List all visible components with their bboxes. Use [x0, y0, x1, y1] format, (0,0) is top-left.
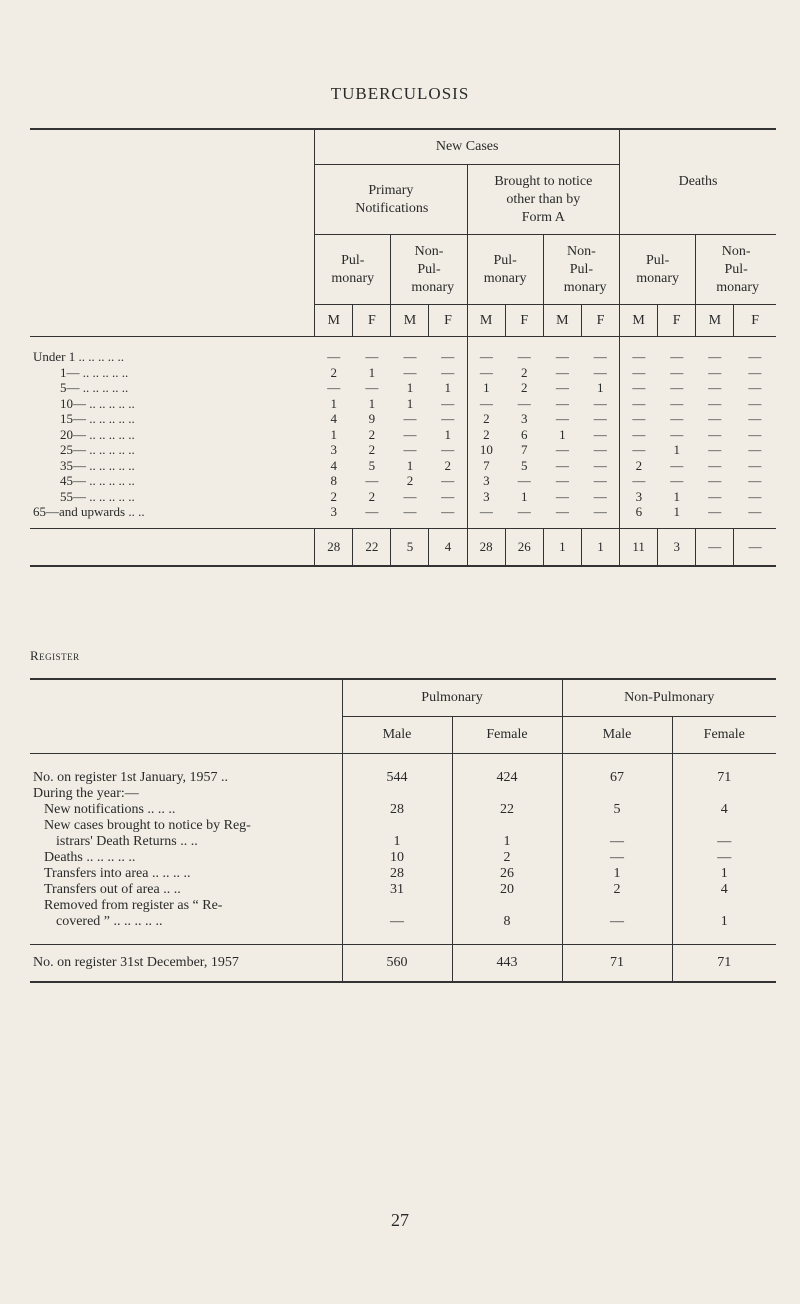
table-cell: 1: [330, 426, 337, 442]
stub-header: [30, 679, 342, 754]
table-cell: 6: [520, 426, 528, 442]
row-label: 5— .. .. .. .. ..: [60, 380, 129, 396]
table-row: [30, 473, 776, 489]
row-label: New notifications .. .. ..: [44, 802, 176, 817]
table-cell: —: [555, 411, 569, 427]
total-cell: 3: [658, 528, 696, 566]
row-label: 15— .. .. .. .. ..: [60, 411, 135, 427]
table-row: [30, 882, 776, 898]
table-cell: —: [517, 395, 531, 411]
table-row: [30, 834, 776, 850]
table-cell: —: [562, 850, 672, 866]
table-cell: 10: [342, 850, 452, 866]
table-cell: —: [467, 504, 505, 528]
non-pulmonary-header: Non- Pul- monary: [543, 235, 619, 305]
table-cell: 28: [342, 866, 452, 882]
table-cell: 10: [467, 442, 505, 458]
table-cell: 2: [467, 411, 505, 427]
table-cell: —: [467, 396, 505, 412]
table-cell: —: [748, 411, 762, 427]
table-row: [30, 504, 776, 528]
row-label: istrars' Death Returns .. ..: [56, 834, 198, 849]
table-cell: —: [555, 473, 569, 489]
table-cell: —: [441, 488, 455, 504]
table-cell: 1: [673, 488, 680, 504]
table-row: [30, 458, 776, 474]
table-cell: —: [517, 349, 531, 365]
table-cell: 1: [672, 914, 776, 945]
table-cell: 31: [342, 882, 452, 898]
row-label: 45— .. .. .. .. ..: [60, 473, 135, 489]
new-cases-header: New Cases: [315, 129, 620, 165]
table-cell: [562, 786, 672, 802]
table-cell: —: [593, 504, 607, 520]
table-cell: [452, 898, 562, 914]
table-cell: —: [748, 426, 762, 442]
table-cell: 3: [520, 411, 528, 427]
table-cell: [562, 818, 672, 834]
table-cell: —: [593, 426, 607, 442]
table-cell: —: [517, 504, 531, 520]
table-cell: —: [620, 442, 658, 458]
table-cell: —: [670, 395, 684, 411]
row-label: Under 1 .. .. .. .. ..: [33, 349, 124, 365]
table-cell: 1: [520, 488, 528, 504]
table-row: [30, 818, 776, 834]
table-row: [30, 489, 776, 505]
table-cell: 1: [467, 380, 505, 396]
table-cell: —: [441, 411, 455, 427]
table-cell: —: [555, 457, 569, 473]
male-header: Male: [562, 717, 672, 754]
row-label: 1— .. .. .. .. ..: [60, 364, 129, 380]
page-title: TUBERCULOSIS: [330, 84, 470, 103]
table-cell: 20: [452, 882, 562, 898]
table-cell: 2: [330, 364, 337, 380]
non-pulmonary-header: Non-Pulmonary: [562, 679, 776, 717]
table-cell: —: [748, 349, 762, 365]
table-cell: 3: [467, 473, 505, 489]
table-cell: —: [467, 365, 505, 381]
f-header: F: [581, 305, 619, 337]
table-cell: —: [365, 504, 379, 520]
register-table: [30, 678, 776, 983]
table-cell: 1: [330, 395, 337, 411]
table-cell: —: [562, 834, 672, 850]
stub-header: [30, 129, 315, 337]
m-header: M: [620, 305, 658, 337]
table-cell: —: [327, 380, 341, 396]
table-cell: 2: [520, 364, 528, 380]
table-row: [30, 365, 776, 381]
table-cell: 28: [342, 802, 452, 818]
table-cell: —: [708, 364, 722, 380]
table-cell: —: [555, 364, 569, 380]
row-label: 55— .. .. .. .. ..: [60, 488, 135, 504]
table-row: [30, 442, 776, 458]
row-label: Removed from register as “ Re-: [44, 898, 223, 913]
f-header: F: [658, 305, 696, 337]
table-cell: —: [708, 504, 722, 520]
table-cell: 2: [368, 488, 376, 504]
table-cell: 3: [620, 489, 658, 505]
table-cell: —: [403, 426, 417, 442]
table-row: [30, 380, 776, 396]
table-cell: —: [555, 380, 569, 396]
table-cell: —: [670, 411, 684, 427]
table-cell: 26: [452, 866, 562, 882]
table-cell: —: [672, 850, 776, 866]
total-cell: 28: [467, 528, 505, 566]
table-cell: —: [708, 488, 722, 504]
table-cell: [452, 786, 562, 802]
table-cell: [562, 898, 672, 914]
female-header: Female: [452, 717, 562, 754]
table-cell: 4: [330, 411, 337, 427]
table-cell: —: [670, 349, 684, 365]
total-cell: 1: [543, 528, 581, 566]
table-cell: 2: [330, 488, 337, 504]
table-row: [30, 427, 776, 443]
table-cell: —: [517, 473, 531, 489]
table-cell: —: [708, 411, 722, 427]
table-row: [30, 802, 776, 818]
table-cell: —: [748, 380, 762, 396]
table-cell: 7: [520, 442, 528, 458]
total-cell: 71: [562, 945, 672, 983]
table-cell: —: [441, 349, 455, 365]
table-cell: —: [748, 488, 762, 504]
table-cell: —: [403, 364, 417, 380]
table-cell: —: [593, 473, 607, 489]
table-cell: [342, 818, 452, 834]
row-label: Deaths .. .. .. .. ..: [44, 850, 136, 865]
table-cell: —: [441, 442, 455, 458]
table-cell: 1: [406, 380, 414, 396]
table-cell: —: [620, 365, 658, 381]
table-cell: 4: [672, 882, 776, 898]
table-cell: —: [593, 457, 607, 473]
row-label: New cases brought to notice by Reg-: [44, 818, 251, 833]
table-cell: 2: [368, 442, 376, 458]
table-cell: 8: [452, 914, 562, 945]
table-cell: 1: [342, 834, 452, 850]
table-cell: —: [327, 349, 341, 365]
table-cell: 6: [620, 504, 658, 528]
table-row: [30, 898, 776, 914]
table-cell: —: [708, 426, 722, 442]
table-cell: —: [620, 396, 658, 412]
table-cell: 9: [368, 411, 376, 427]
table-cell: 544: [342, 754, 452, 787]
m-header: M: [696, 305, 734, 337]
table-row: [30, 850, 776, 866]
female-header: Female: [672, 717, 776, 754]
table-cell: 1: [444, 426, 452, 442]
total-cell: —: [696, 528, 734, 566]
table-cell: 2: [368, 426, 376, 442]
pulmonary-header: Pul- monary: [315, 235, 391, 305]
table-cell: 1: [562, 866, 672, 882]
table-cell: —: [670, 364, 684, 380]
table-cell: —: [467, 337, 505, 365]
row-label: No. on register 1st January, 1957 ..: [33, 770, 229, 785]
table-cell: —: [670, 473, 684, 489]
table-row: [30, 914, 776, 945]
table-cell: [672, 818, 776, 834]
table-cell: —: [748, 364, 762, 380]
table-cell: —: [555, 504, 569, 520]
table-cell: —: [748, 473, 762, 489]
table-cell: —: [708, 349, 722, 365]
table-cell: 1: [672, 866, 776, 882]
table-cell: 8: [330, 473, 337, 489]
table-cell: —: [593, 488, 607, 504]
table-cell: —: [620, 337, 658, 365]
table-row: [30, 866, 776, 882]
table-cell: —: [342, 914, 452, 945]
table-cell: —: [365, 349, 379, 365]
table-cell: —: [403, 442, 417, 458]
table-cell: 1: [596, 380, 604, 396]
table-cell: —: [593, 395, 607, 411]
totals-row: [30, 528, 776, 566]
total-cell: 1: [581, 528, 619, 566]
table-cell: 2: [444, 457, 452, 473]
table-cell: —: [365, 473, 379, 489]
table-cell: 3: [467, 489, 505, 505]
table-cell: [452, 818, 562, 834]
total-cell: 71: [672, 945, 776, 983]
table-cell: —: [555, 349, 569, 365]
table-cell: —: [441, 473, 455, 489]
table-cell: [342, 898, 452, 914]
m-header: M: [467, 305, 505, 337]
table-cell: 2: [452, 850, 562, 866]
total-cell: 26: [505, 528, 543, 566]
tuberculosis-table: [30, 128, 776, 567]
table-cell: —: [708, 395, 722, 411]
register-total-label: No. on register 31st December, 1957: [30, 945, 342, 983]
f-header: F: [734, 305, 776, 337]
table-cell: —: [365, 380, 379, 396]
table-cell: 2: [620, 458, 658, 474]
table-cell: 3: [330, 504, 337, 520]
row-label: 35— .. .. .. .. ..: [60, 457, 135, 473]
table-cell: 2: [562, 882, 672, 898]
table-cell: —: [748, 504, 762, 520]
pulmonary-header: Pulmonary: [342, 679, 562, 717]
table-cell: —: [403, 488, 417, 504]
table-cell: —: [593, 411, 607, 427]
table-cell: —: [708, 457, 722, 473]
table-cell: 3: [330, 442, 337, 458]
table-row: [30, 337, 776, 365]
row-label: 25— .. .. .. .. ..: [60, 442, 135, 458]
table-cell: 424: [452, 754, 562, 787]
pulmonary-header: Pul- monary: [467, 235, 543, 305]
brought-to-notice-header: Brought to notice other than by Form A: [467, 165, 619, 235]
table-cell: 1: [673, 442, 680, 458]
m-header: M: [391, 305, 429, 337]
page-number: 27: [391, 1210, 409, 1230]
non-pulmonary-header: Non- Pul- monary: [391, 235, 467, 305]
table-cell: —: [670, 426, 684, 442]
total-cell: 4: [429, 528, 467, 566]
register-title: Register: [30, 648, 80, 663]
table-cell: —: [620, 427, 658, 443]
total-cell: 443: [452, 945, 562, 983]
table-cell: 2: [520, 380, 528, 396]
row-label: 20— .. .. .. .. ..: [60, 426, 135, 442]
table-cell: 1: [368, 395, 376, 411]
totals-label: [30, 528, 315, 566]
row-label: 65—and upwards .. ..: [33, 504, 145, 520]
table-cell: —: [620, 473, 658, 489]
register-total-row: [30, 945, 776, 983]
table-cell: [342, 786, 452, 802]
table-cell: —: [708, 473, 722, 489]
table-cell: —: [748, 442, 762, 458]
row-label: Transfers into area .. .. .. ..: [44, 866, 191, 881]
deaths-header: Deaths: [620, 129, 776, 235]
table-cell: 2: [467, 427, 505, 443]
total-cell: —: [734, 528, 776, 566]
row-label: During the year:—: [33, 786, 139, 801]
table-cell: 1: [559, 426, 566, 442]
table-cell: —: [441, 364, 455, 380]
f-header: F: [353, 305, 391, 337]
table-cell: —: [441, 395, 455, 411]
row-label: Transfers out of area .. ..: [44, 882, 181, 897]
table-cell: 4: [672, 802, 776, 818]
table-cell: 5: [368, 457, 376, 473]
table-cell: 1: [368, 364, 376, 380]
table-cell: [672, 786, 776, 802]
table-cell: —: [708, 380, 722, 396]
table-cell: 4: [330, 457, 337, 473]
primary-notifications-header: Primary Notifications: [315, 165, 467, 235]
table-cell: 1: [444, 380, 452, 396]
table-cell: 5: [520, 457, 528, 473]
total-cell: 28: [315, 528, 353, 566]
table-cell: —: [708, 442, 722, 458]
non-pulmonary-header: Non- Pul- monary: [696, 235, 776, 305]
total-cell: 22: [353, 528, 391, 566]
table-cell: —: [441, 504, 455, 520]
table-cell: —: [748, 395, 762, 411]
table-cell: [672, 898, 776, 914]
table-cell: —: [670, 380, 684, 396]
male-header: Male: [342, 717, 452, 754]
table-cell: 71: [672, 754, 776, 787]
table-cell: 7: [467, 458, 505, 474]
table-cell: —: [620, 380, 658, 396]
table-cell: —: [555, 395, 569, 411]
table-cell: 5: [562, 802, 672, 818]
m-header: M: [543, 305, 581, 337]
table-row: [30, 411, 776, 427]
table-cell: —: [403, 349, 417, 365]
table-cell: 1: [406, 395, 414, 411]
table-cell: 1: [673, 504, 680, 520]
table-cell: 22: [452, 802, 562, 818]
table-cell: —: [403, 411, 417, 427]
table-cell: —: [403, 504, 417, 520]
table-cell: —: [670, 457, 684, 473]
table-cell: —: [620, 411, 658, 427]
table-cell: —: [593, 349, 607, 365]
table-row: [30, 786, 776, 802]
table-cell: —: [748, 457, 762, 473]
f-header: F: [505, 305, 543, 337]
table-row: [30, 754, 776, 787]
pulmonary-header: Pul- monary: [620, 235, 696, 305]
table-cell: —: [555, 442, 569, 458]
table-cell: 1: [452, 834, 562, 850]
table-row: [30, 396, 776, 412]
table-cell: 1: [406, 457, 414, 473]
table-cell: —: [593, 364, 607, 380]
total-cell: 5: [391, 528, 429, 566]
f-header: F: [429, 305, 467, 337]
total-cell: 11: [620, 528, 658, 566]
table-cell: —: [593, 442, 607, 458]
total-cell: 560: [342, 945, 452, 983]
table-cell: 67: [562, 754, 672, 787]
row-label: covered ” .. .. .. .. ..: [56, 914, 163, 929]
table-cell: —: [672, 834, 776, 850]
table-cell: —: [562, 914, 672, 945]
table-cell: —: [555, 488, 569, 504]
table-cell: 2: [406, 473, 414, 489]
m-header: M: [315, 305, 353, 337]
row-label: 10— .. .. .. .. ..: [60, 395, 135, 411]
